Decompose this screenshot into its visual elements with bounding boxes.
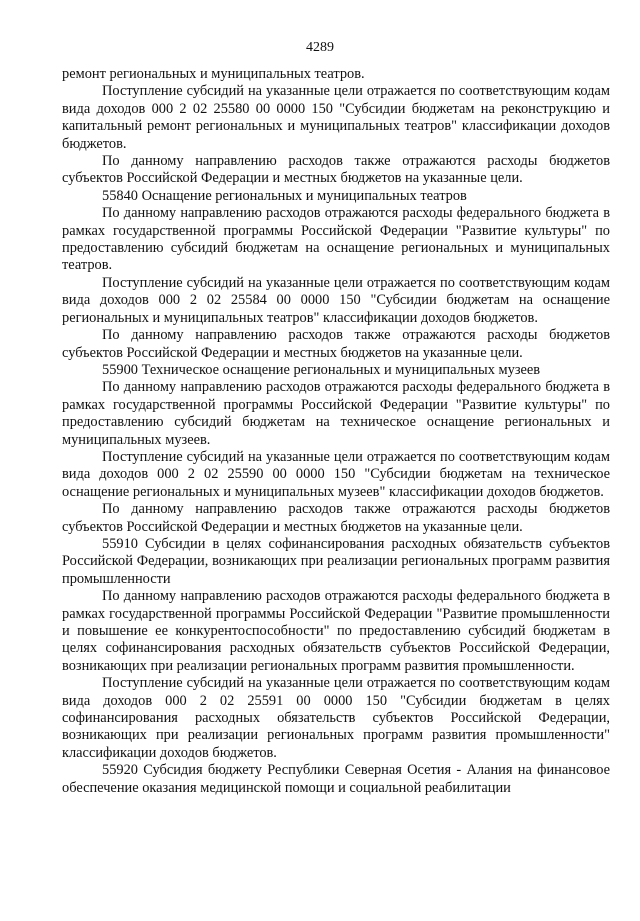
paragraph: 55910 Субсидии в целях софинансирования расходных обязательств субъектов Российской Федерации, возникающих при реализации региональных программ развития промышленности xyxy=(62,535,610,587)
paragraph: По данному направлению расходов также отражаются расходы бюджетов субъектов Российской Федерации и местных бюджетов на указанные цели. xyxy=(62,327,610,361)
paragraph: По данному направлению расходов отражаются расходы федерального бюджета в рамках государственной программы Российской Федерации "Развитие промышленности и повышение ее конкурентоспособности" по предоставлению субсидий бюджетам в целях софинансирования расходных обязательств субъектов Российской Федерации, возникающих при реализации региональных программ развития промышленности. xyxy=(62,588,610,674)
paragraph: По данному направлению расходов отражаются расходы федерального бюджета в рамках государственной программы Российской Федерации "Развитие культуры" по предоставлению субсидий бюджетам на техническое оснащение региональных и муниципальных музеев. xyxy=(62,379,610,448)
page-number: 4289 xyxy=(306,40,334,55)
paragraph: 55920 Субсидия бюджету Республики Северная Осетия - Алания на финансовое обеспечение оказания медицинской помощи и социальной реабилитации xyxy=(62,762,610,796)
paragraph: ремонт региональных и муниципальных театров. xyxy=(62,66,365,82)
paragraph: По данному направлению расходов отражаются расходы федерального бюджета в рамках государственной программы Российской Федерации "Развитие культуры" по предоставлению субсидий бюджетам на оснащение региональных и муниципальных театров. xyxy=(62,205,610,274)
paragraph: Поступление субсидий на указанные цели отражается по соответствующим кодам вида доходов 000 2 02 25580 00 0000 150 "Субсидии бюджетам на реконструкцию и капитальный ремонт региональных и муниципальных театров" классификации доходов бюджетов. xyxy=(62,83,610,152)
paragraph: 55900 Техническое оснащение региональных и муниципальных музеев xyxy=(102,361,541,378)
paragraph: По данному направлению расходов также отражаются расходы бюджетов субъектов Российской Федерации и местных бюджетов на указанные цели. xyxy=(62,501,610,535)
document-body xyxy=(62,66,610,797)
paragraph: По данному направлению расходов также отражаются расходы бюджетов субъектов Российской Федерации и местных бюджетов на указанные цели. xyxy=(62,153,610,187)
paragraph: Поступление субсидий на указанные цели отражается по соответствующим кодам вида доходов 000 2 02 25584 00 0000 150 "Субсидии бюджетам на оснащение региональных и муниципальных театров" классификации доходов бюджетов. xyxy=(62,274,610,326)
paragraph: 55840 Оснащение региональных и муниципальных театров xyxy=(102,187,467,204)
paragraph: Поступление субсидий на указанные цели отражается по соответствующим кодам вида доходов 000 2 02 25590 00 0000 150 "Субсидии бюджетам на техническое оснащение региональных и муниципальных музеев" классификации доходов бюджетов. xyxy=(62,448,610,500)
paragraph: Поступление субсидий на указанные цели отражается по соответствующим кодам вида доходов 000 2 02 25591 00 0000 150 "Субсидии бюджетам в целях софинансирования расходных обязательств субъектов Российской Федерации, возникающих при реализации региональных программ развития промышленности" классификации доходов бюджетов. xyxy=(62,675,610,761)
